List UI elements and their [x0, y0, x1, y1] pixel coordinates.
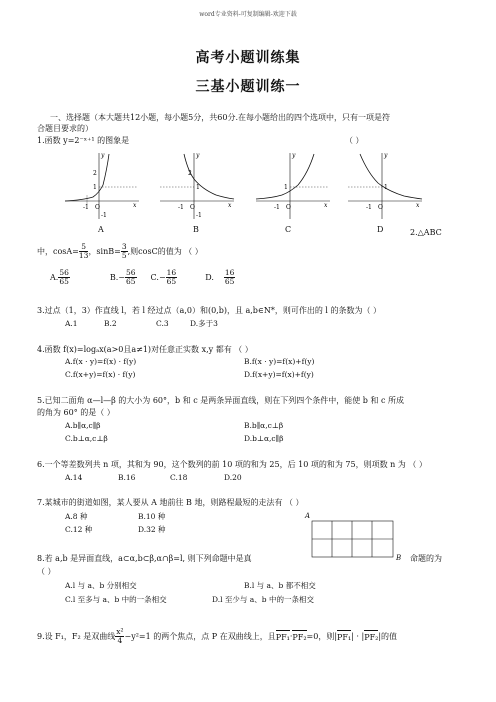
svg-text:O: O: [286, 204, 291, 211]
q2-option-a-value: $\frac{56}{65}$: [59, 267, 69, 286]
svg-text:2: 2: [93, 170, 97, 177]
q2-option-c-label: C.: [150, 272, 159, 282]
q3-option-c: C.3: [156, 319, 169, 328]
q1-label-c: C: [285, 225, 292, 234]
svg-text:O: O: [95, 204, 100, 211]
q8-option-b: B.l 与 a、b 都不相交: [244, 581, 316, 590]
svg-text:x: x: [228, 202, 232, 209]
q7-point-b: B: [396, 554, 402, 562]
q5-option-a: A.b∥α,c∥β: [65, 421, 101, 430]
q9-vector-pf2: PF₂: [292, 630, 306, 643]
q9-stem-b: −y²=1 的两个焦点，点 P 在双曲线上，且: [124, 631, 276, 641]
q2-cos-a-fraction: $\frac{5}{13}$: [78, 241, 89, 260]
q9-stem-d: | · |: [351, 631, 365, 641]
q6-option-c: C.18: [170, 473, 188, 482]
svg-text:-1: -1: [101, 212, 107, 219]
q8-option-c: C.l 至多与 a、b 中的一条相交: [65, 595, 167, 604]
svg-text:2: 2: [188, 170, 192, 177]
q3-option-b: B.2: [104, 319, 117, 328]
q9-stem-c: =0，则|: [306, 631, 338, 641]
q2-option-d-value: $\frac{16}{65}$: [224, 267, 235, 286]
q7-option-a: A.8 种: [65, 512, 88, 521]
svg-text:-1: -1: [178, 204, 184, 211]
svg-text:y: y: [196, 152, 200, 159]
svg-text:1: 1: [284, 184, 288, 191]
q6-option-b: B.16: [118, 473, 136, 482]
svg-text:y: y: [292, 152, 296, 159]
q1-stem: 1.函数 y=2⁻ˣ⁺¹ 的图象是: [37, 136, 130, 145]
q1-graph-b: [158, 149, 236, 221]
q2-stem-c: ,则cosC的值为 （ ）: [127, 246, 203, 256]
q9-stem-a: 9.设 F₁，F₂ 是双曲线: [37, 631, 116, 641]
q1-answer-paren: （ ）: [345, 136, 364, 145]
svg-text:x: x: [324, 202, 328, 209]
q3-option-a: A.1: [65, 319, 78, 328]
svg-text:1: 1: [384, 184, 388, 191]
svg-text:O: O: [190, 204, 195, 211]
svg-text:y: y: [101, 152, 105, 159]
q2-sin-b-fraction: $\frac{3}{5}$: [121, 241, 127, 260]
q4-stem: 4.函数 f(x)=logₐx(a>0且a≠1)对任意正实数 x,y 都有 （ ）: [37, 345, 253, 354]
q2-option-d-label: D.: [205, 272, 214, 282]
q9-stem: [37, 625, 397, 647]
page-subtitle: 三基小题训练一: [195, 79, 301, 95]
q2-number: 2.△ABC: [410, 228, 442, 237]
section-heading-cont: 合题目要求的）: [37, 124, 93, 133]
q8-option-d: D.l 至少与 a、b 中的一条相交: [212, 595, 314, 604]
q5-option-c: C.b⊥α,c⊥β: [65, 434, 108, 443]
svg-text:-1: -1: [366, 204, 372, 211]
q2-options: [50, 266, 235, 288]
svg-text:-1: -1: [274, 204, 280, 211]
q7-stem: 7.某城市的街道如图，某人要从 A 地前往 B 地，则路程最短的走法有 （ ）: [37, 498, 304, 507]
q2-stem-b: ，sinB=: [88, 246, 121, 256]
q7-street-grid: [311, 520, 394, 558]
q4-option-c: C.f(x+y)=f(x) · f(y): [65, 370, 136, 379]
q6-stem: 6.一个等差数列共 n 项，其和为 90，这个数列的前 10 项的和为 25，后 10 项的和为 75，则项数 n 为 （ ）: [37, 460, 427, 469]
q4-option-a: A.f(x · y)=f(x) · f(y): [65, 357, 137, 366]
q2-option-a-label: A.: [50, 272, 59, 282]
svg-text:-1: -1: [196, 212, 202, 219]
q5-stem: 5.已知二面角 α—l—β 的大小为 60°，b 和 c 是两条异面直线，则在下列四个条件中，能使 b 和 c 所成: [37, 396, 405, 405]
q7-point-a: A: [305, 512, 311, 520]
q1-graph-d: [346, 149, 424, 221]
q8-stem-tail: 命题的为: [410, 554, 442, 563]
q3-stem: 3.过点（1，3）作直线 l，若 l 经过点（a,0）和(0,b)，且 a,b∈N*，则可作出的 l 的条数为（ ）: [37, 306, 382, 315]
q3-option-d: D.多于3: [190, 319, 218, 328]
q6-option-d: D.20: [224, 473, 242, 482]
q2-option-b-value: $\frac{56}{65}$: [126, 267, 136, 286]
q8-answer-paren: （ ）: [37, 567, 56, 576]
q9-vector-pf1: PF₁: [276, 630, 290, 643]
q5-option-b: B.b∥α,c⊥β: [244, 421, 284, 430]
q2-option-c-sign: −: [158, 272, 166, 282]
q2-option-c-value: $\frac{16}{65}$: [166, 267, 177, 286]
q7-option-c: C.12 种: [65, 525, 93, 534]
q1-graph-a: [63, 149, 141, 221]
q5-option-d: D.b⊥α,c∥β: [244, 434, 284, 443]
page-header: word专业资料-可复制编辑-欢迎下载: [199, 11, 297, 18]
svg-text:1: 1: [93, 184, 97, 191]
section-heading: 一、选择题（本大题共12小题，每小题5分，共60分.在每小题给出的四个选项中，只有一项是符: [50, 113, 390, 122]
page-title: 高考小题训练集: [195, 50, 301, 66]
svg-text:O: O: [378, 204, 383, 211]
q8-option-a: A.l 与 a、b 分别相交: [65, 581, 137, 590]
q1-label-d: D: [377, 225, 384, 234]
q9-stem-e: |的值: [378, 631, 398, 641]
q9-vector-pf1-abs: PF₁: [337, 630, 351, 643]
q8-stem: 8.若 a,b 是异面直线，a⊂α,b⊂β,α∩β=l, 则下列命题中是真: [37, 554, 252, 563]
q2-stem-a: 中，cosA=: [37, 246, 79, 256]
q4-option-b: B.f(x · y)=f(x)+f(y): [244, 357, 315, 366]
q7-option-d: D.32 种: [138, 525, 166, 534]
q1-label-a: A: [98, 225, 104, 234]
svg-text:-1: -1: [83, 204, 89, 211]
q6-option-a: A.14: [65, 473, 83, 482]
svg-text:y: y: [384, 152, 388, 159]
q2-stem: [37, 240, 203, 262]
q9-dot: ·: [289, 631, 293, 641]
svg-text:1: 1: [196, 184, 200, 191]
q5-stem-cont: 的角为 60° 的是（ ）: [37, 408, 115, 417]
q1-graph-c: [254, 149, 332, 221]
svg-text:x: x: [416, 202, 420, 209]
q2-option-b-label: B.: [109, 272, 119, 282]
svg-text:x: x: [133, 202, 137, 209]
q9-vector-pf2-abs: PF₂: [364, 630, 378, 643]
q9-hyperbola-fraction: $\frac{\text{x²}}{4}$: [116, 626, 124, 645]
q2-option-b-sign: −: [118, 272, 125, 282]
q4-option-d: D.f(x+y)=f(x)+f(y): [244, 370, 314, 379]
q7-option-b: B.10 种: [138, 512, 166, 521]
q1-label-b: B: [193, 225, 199, 234]
